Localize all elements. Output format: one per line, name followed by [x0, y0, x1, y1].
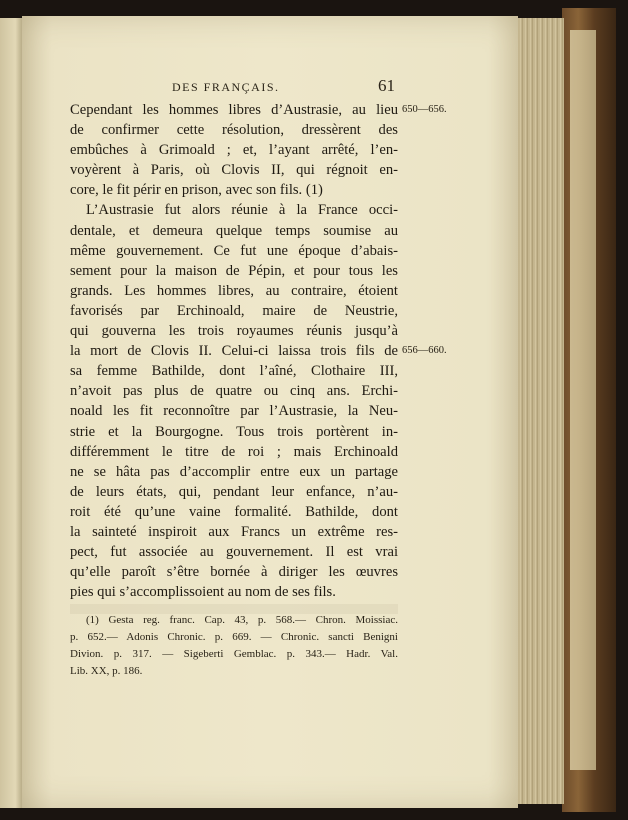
text-line: de leurs états, qui, pendant leur enfance, n’au- — [70, 483, 398, 500]
page-header — [172, 76, 432, 100]
footnote-line: (1) Gesta reg. franc. Cap. 43, p. 568.— Chron. Moissiac. — [86, 614, 398, 626]
text-line: favorisés par Erchinoald, maire de Neustrie, — [70, 302, 398, 319]
text-line: de confirmer cette résolution, dressèrent des — [70, 122, 398, 139]
text-line: même gouvernement. Ce fut une époque d’abais- — [70, 242, 398, 259]
footnote-line: Lib. XX, p. 186. — [70, 665, 143, 677]
footnote-line: Divion. p. 317. — Sigeberti Gemblac. p. 343.— Hadr. Val. — [70, 648, 398, 660]
text-line: L’Austrasie fut alors réunie à la France occi- — [86, 202, 398, 219]
text-line: qui gouverna les trois royaumes réunis jusqu’à — [70, 323, 398, 340]
text-line: pect, fut associée au gouvernement. Il est vrai — [70, 544, 398, 561]
text-line: la mort de Clovis II. Celui-ci laissa trois fils de — [70, 343, 398, 360]
text-line: pies qui s’accomplissoient au nom de ses fils. — [70, 584, 336, 601]
text-line: Cependant les hommes libres d’Austrasie, au lieu — [70, 102, 398, 118]
page-edges — [514, 18, 564, 804]
text-line: la sainteté inspiroit aux Francs un extrême res- — [70, 523, 398, 540]
cover-paper-strip — [570, 30, 596, 770]
body-text — [70, 100, 398, 602]
text-line: voyèrent à Paris, où Clovis II, qui régnoit en- — [70, 162, 398, 179]
text-line: roit été qu’une vaine formalité. Bathilde, dont — [70, 503, 398, 520]
text-line: dentale, et demeura quelque temps soumise au — [70, 222, 398, 239]
text-line: qu’elle paroît s’être bornée à diriger les œuvres — [70, 564, 398, 581]
footnote-line: p. 652.— Adonis Chronic. p. 669. — Chronic. sancti Benigni — [70, 631, 398, 643]
footnotes — [70, 612, 398, 680]
margin-date-note: 656—660. — [402, 345, 447, 356]
text-line: sa femme Bathilde, dont l’aîné, Clothaire III, — [70, 363, 398, 380]
text-line: noald les fit reconnoître par l’Austrasie, la Neu- — [70, 403, 398, 420]
text-line: sement pour la maison de Pépin, et pour tous les — [70, 262, 398, 279]
text-line: n’avoit pas plus de quatre ou cinq ans. Erchi- — [70, 383, 398, 400]
facing-page-edge — [0, 18, 22, 808]
text-line: strie et la Bourgogne. Tous trois portèrent in- — [70, 423, 398, 440]
text-line: grands. Les hommes libres, au contraire, étoient — [70, 282, 398, 299]
text-line: embûches à Grimoald ; et, l’ayant arrêté, l’en- — [70, 142, 398, 159]
text-line: différemment le titre de roi ; mais Erchinoald — [70, 443, 398, 460]
page-number: 61 — [378, 76, 395, 95]
text-line: ne se hâta pas d’accomplir entre eux un partage — [70, 463, 398, 480]
running-title: DES FRANÇAIS. — [172, 80, 280, 94]
text-line: core, le fit périr en prison, avec son fils. (1) — [70, 182, 323, 199]
margin-date-note: 650—656. — [402, 104, 447, 115]
